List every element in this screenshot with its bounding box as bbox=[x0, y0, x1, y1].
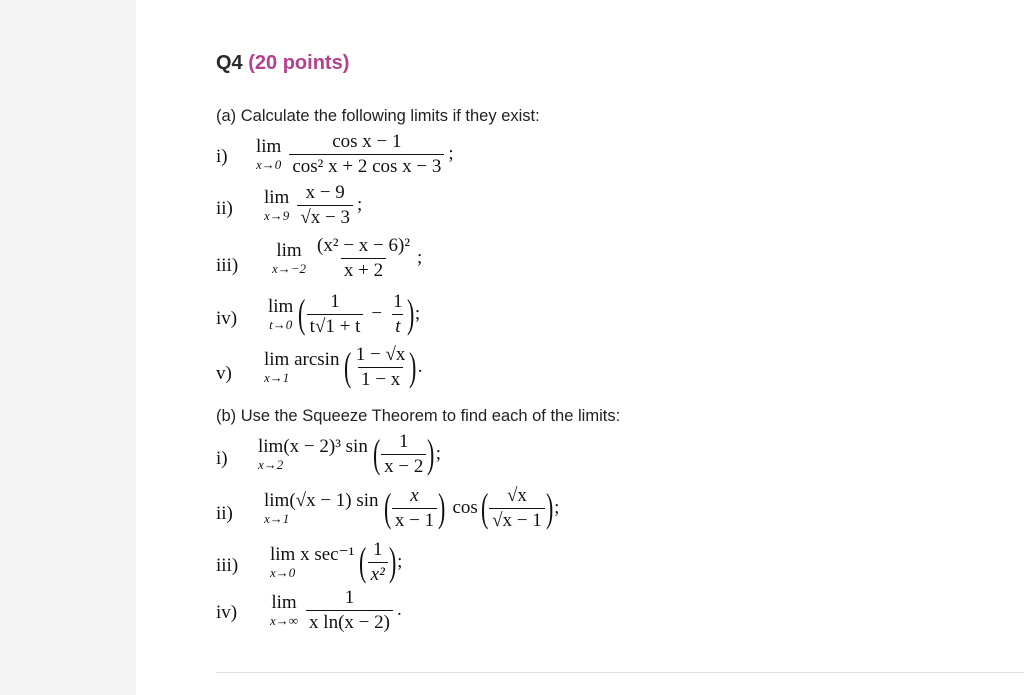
left-paren: ( bbox=[359, 539, 367, 585]
fraction-numerator: 1 − √x bbox=[355, 344, 406, 365]
fraction-denominator: 1 − x bbox=[358, 367, 403, 390]
lim-subscript: x→−2 bbox=[272, 261, 307, 277]
lim-operator: lim(√x − 1) sin bbox=[264, 490, 379, 512]
left-paren: ( bbox=[344, 344, 352, 390]
left-paren: ( bbox=[383, 485, 391, 531]
right-paren: ) bbox=[438, 485, 446, 531]
part-b-item-4 bbox=[270, 588, 402, 633]
question-points: (20 points) bbox=[248, 52, 350, 74]
question-title bbox=[216, 52, 349, 75]
right-paren: ) bbox=[388, 539, 397, 585]
fraction-denominator: x ln(x − 2) bbox=[306, 610, 393, 633]
cos-operator: cos bbox=[452, 497, 478, 519]
lim-operator: lim bbox=[276, 240, 302, 262]
part-a-item-5 bbox=[264, 345, 423, 390]
lim-operator: lim bbox=[264, 187, 290, 209]
part-b-item-1-label: i) bbox=[216, 448, 228, 469]
part-b-item-2-label: ii) bbox=[216, 503, 233, 524]
lim-operator: lim arcsin bbox=[264, 349, 340, 371]
fraction-numerator: 1 bbox=[330, 291, 340, 312]
lim-subscript: x→1 bbox=[264, 511, 290, 527]
fraction-numerator: 1 bbox=[399, 431, 409, 452]
fraction-numerator: x bbox=[410, 485, 419, 506]
lim-operator: lim bbox=[256, 136, 282, 158]
part-a-heading: (a) Calculate the following limits if they exist: bbox=[216, 107, 540, 125]
lim-operator: lim bbox=[271, 592, 297, 614]
question-number: Q4 bbox=[216, 52, 243, 74]
fraction-numerator: 1 bbox=[393, 291, 403, 312]
part-a-item-1 bbox=[256, 132, 454, 177]
fraction-denominator: t√1 + t bbox=[307, 314, 364, 337]
part-b-item-3-label: iii) bbox=[216, 555, 239, 576]
punctuation: ; bbox=[414, 303, 421, 325]
right-paren: ) bbox=[427, 431, 435, 477]
lim-operator: lim bbox=[268, 296, 294, 318]
fraction-denominator: t bbox=[392, 314, 403, 337]
right-paren: ) bbox=[406, 291, 414, 337]
fraction-numerator: √x bbox=[506, 485, 527, 506]
left-paren: ( bbox=[372, 431, 381, 477]
punctuation: ; bbox=[397, 551, 403, 573]
left-paren: ( bbox=[480, 485, 489, 531]
part-a-item-4 bbox=[268, 292, 420, 337]
fraction-denominator: x + 2 bbox=[341, 258, 386, 281]
fraction-denominator: x² bbox=[368, 562, 388, 585]
part-a-item-5-label: v) bbox=[216, 363, 232, 384]
part-b-heading: (b) Use the Squeeze Theorem to find each of the limits: bbox=[216, 407, 621, 425]
part-b-item-2 bbox=[264, 486, 559, 531]
part-b-item-4-label: iv) bbox=[216, 602, 238, 623]
punctuation: ; bbox=[554, 497, 560, 519]
fraction-numerator: (x² − x − 6)² bbox=[317, 235, 411, 256]
lim-subscript: x→0 bbox=[256, 157, 282, 173]
divider bbox=[216, 672, 1024, 673]
lim-subscript: x→9 bbox=[264, 208, 290, 224]
lim-subscript: x→0 bbox=[270, 565, 296, 581]
lim-operator: lim(x − 2)³ sin bbox=[258, 436, 368, 458]
lim-subscript: x→1 bbox=[264, 370, 290, 386]
lim-subscript: x→∞ bbox=[270, 613, 299, 629]
lim-operator: lim x sec⁻¹ bbox=[270, 544, 355, 566]
part-a-item-4-label: iv) bbox=[216, 308, 238, 329]
part-a-item-3-label: iii) bbox=[216, 255, 239, 276]
part-a-item-2-label: ii) bbox=[216, 198, 233, 219]
fraction-numerator: 1 bbox=[372, 539, 383, 560]
part-b-item-1 bbox=[258, 432, 441, 477]
fraction-denominator: √x − 3 bbox=[297, 205, 353, 228]
question-sheet bbox=[136, 0, 1024, 695]
punctuation: ; bbox=[448, 143, 454, 165]
part-a-item-1-label: i) bbox=[216, 146, 228, 167]
punctuation: ; bbox=[417, 247, 423, 269]
punctuation: . bbox=[396, 599, 402, 621]
part-b-item-3 bbox=[270, 540, 402, 585]
right-paren: ) bbox=[545, 485, 554, 531]
right-paren: ) bbox=[409, 344, 417, 390]
part-a-item-3 bbox=[272, 236, 422, 281]
left-paren: ( bbox=[298, 291, 306, 337]
minus-sign: − bbox=[371, 303, 383, 325]
fraction-denominator: cos² x + 2 cos x − 3 bbox=[289, 154, 444, 177]
part-a-item-2 bbox=[264, 183, 362, 228]
fraction-numerator: x − 9 bbox=[305, 182, 345, 203]
lim-subscript: t→0 bbox=[269, 317, 293, 333]
punctuation: . bbox=[417, 356, 423, 378]
punctuation: ; bbox=[435, 443, 441, 465]
fraction-denominator: √x − 1 bbox=[489, 508, 545, 531]
fraction-denominator: x − 2 bbox=[381, 454, 426, 477]
fraction-numerator: 1 bbox=[344, 587, 355, 608]
fraction-numerator: cos x − 1 bbox=[332, 131, 402, 152]
fraction-denominator: x − 1 bbox=[392, 508, 437, 531]
punctuation: ; bbox=[357, 194, 363, 216]
lim-subscript: x→2 bbox=[258, 457, 284, 473]
